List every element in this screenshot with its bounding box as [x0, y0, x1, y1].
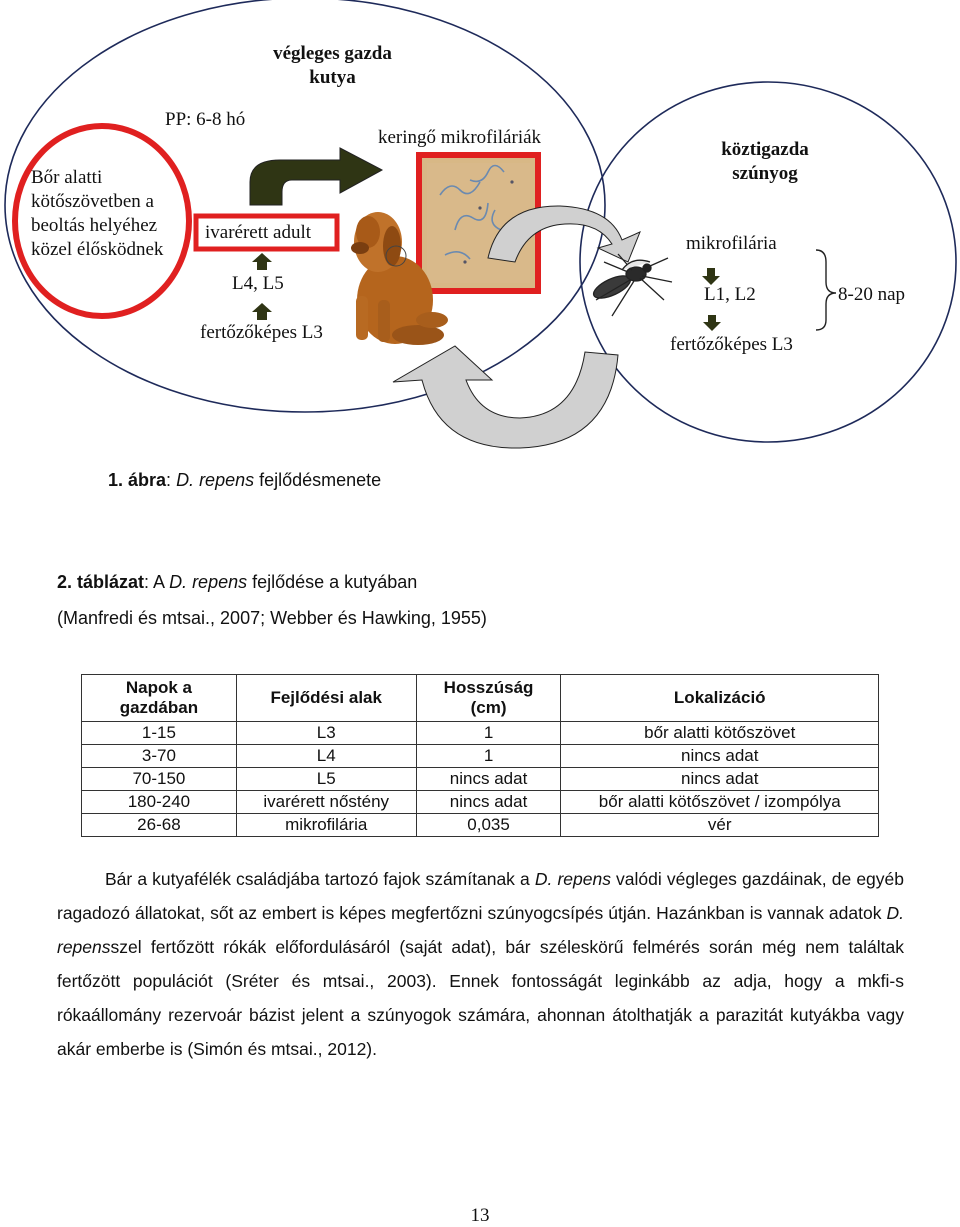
figure-caption-label: 1. ábra — [108, 470, 167, 490]
table-caption-species: D. repens — [169, 572, 248, 592]
table-header-row — [82, 675, 879, 722]
cell-days: 1-15 — [82, 722, 237, 745]
cell-length: nincs adat — [416, 791, 561, 814]
cell-length: 1 — [416, 745, 561, 768]
definitive-host-label — [235, 42, 430, 90]
up-arrow-l3 — [252, 303, 272, 320]
para-text-2: valódi végleges gazdáinak, de egyéb ragadozó állatokat, sőt az embert is képes megfertőzni szúnyogcsípés útján. Hazánkban is vannak adatok — [57, 869, 904, 923]
header-location: Lokalizáció — [561, 675, 879, 722]
cell-location: nincs adat — [561, 768, 879, 791]
circulating-microfilariae-label: keringő mikrofiláriák — [378, 127, 542, 148]
skin-location-note: Bőr alatti kötőszövetben a beoltás helyéhez közel élősködnek — [31, 167, 164, 260]
cell-days: 26-68 — [82, 814, 237, 837]
table-caption-label: 2. táblázat — [57, 572, 145, 592]
mosquito-illustration — [590, 254, 672, 316]
cell-days: 180-240 — [82, 791, 237, 814]
para-species-1: D. repens — [534, 869, 611, 889]
intermediate-host-label: köztigazda szúnyog — [721, 139, 809, 184]
cell-location: bőr alatti kötőszövet / izompólya — [561, 791, 879, 814]
cell-days: 3-70 — [82, 745, 237, 768]
down-arrow-l3 — [703, 315, 721, 331]
definitive-host-text: végleges gazda kutya — [273, 43, 392, 88]
page-number: 13 — [470, 1205, 490, 1226]
table-caption-rest: fejlődése a kutyában — [247, 572, 418, 592]
cell-length: nincs adat — [416, 768, 561, 791]
table-row — [82, 722, 879, 745]
cell-stage: L4 — [236, 745, 416, 768]
gray-arrow-to-dog — [393, 346, 618, 448]
cell-location: bőr alatti kötőszövet — [561, 722, 879, 745]
table-row — [82, 768, 879, 791]
table-caption-pre: : A — [144, 572, 170, 592]
l4-l5-stage: L4, L5 — [232, 273, 284, 294]
microfilaria-stage: mikrofilária — [686, 233, 777, 254]
up-arrow-l4l5 — [252, 253, 272, 270]
header-stage: Fejlődési alak — [236, 675, 416, 722]
figure-caption-rest: fejlődésmenete — [254, 470, 382, 490]
header-length: Hosszúság (cm) — [416, 675, 561, 722]
dark-curved-arrow — [250, 148, 382, 205]
cell-stage: mikrofilária — [236, 814, 416, 837]
para-species-2: D. repens — [57, 903, 904, 957]
cell-stage: L5 — [236, 768, 416, 791]
brace — [816, 250, 836, 330]
cell-stage: L3 — [236, 722, 416, 745]
cell-length: 0,035 — [416, 814, 561, 837]
figure-caption-species: D. repens — [176, 470, 255, 490]
figure-caption — [108, 470, 381, 491]
prepatent-period: PP: 6-8 hó — [165, 109, 246, 130]
figure-caption-colon: : — [166, 470, 177, 490]
l3-dog-stage: fertőzőképes L3 — [200, 322, 323, 343]
table-row — [82, 814, 879, 837]
cell-location: nincs adat — [561, 745, 879, 768]
table-caption — [57, 572, 417, 593]
table-source: (Manfredi és mtsai., 2007; Webber és Hawking, 1955) — [57, 608, 487, 628]
table-row — [82, 791, 879, 814]
l1-l2-stage: L1, L2 — [704, 284, 756, 305]
para-text-1: Bár a kutyafélék családjába tartozó fajok számítanak a — [105, 869, 535, 889]
body-paragraph — [57, 862, 904, 1066]
l3-mosquito-stage: fertőzőképes L3 — [670, 334, 793, 355]
duration-label: 8-20 nap — [838, 284, 906, 305]
para-text-3: szel fertőzött rókák előfordulásáról (saját adat), bár széleskörű felmérés során még nem találtak fertőzött populációt (Sréter és mtsai., 2003). Ennek fontosságát leginkább az adja, hogy a mkfi-s rókaállomány rezervoár bázist jelent a szúnyogok számára, ahonnan átolthatják a parazitát kutyákba vagy akár emberbe is (Simón és mtsai., 2012). — [57, 937, 904, 1059]
development-table — [81, 674, 879, 837]
cell-location: vér — [561, 814, 879, 837]
cell-days: 70-150 — [82, 768, 237, 791]
table-row — [82, 745, 879, 768]
cell-length: 1 — [416, 722, 561, 745]
header-days: Napok a gazdában — [82, 675, 237, 722]
cell-stage: ivarérett nőstény — [236, 791, 416, 814]
adult-stage: ivarérett adult — [205, 222, 312, 243]
